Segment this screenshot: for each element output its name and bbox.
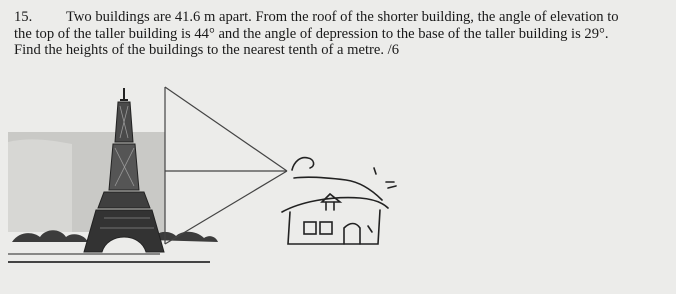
problem-figure: [0, 82, 676, 294]
problem-line-1: [14, 9, 670, 26]
problem-text-1: Two buildings are 41.6 m apart. From the roof of the shorter building, the angle of elevation to: [66, 9, 619, 25]
question-number: 15.: [14, 9, 33, 25]
house-drawing: [282, 158, 396, 244]
sight-lines: [165, 87, 287, 244]
figure-svg: [0, 82, 676, 294]
problem-15: [14, 9, 670, 59]
problem-line-2: the top of the taller building is 44° and the angle of depression to the base of the taller building is 29°.: [14, 25, 609, 42]
backdrop-shape-left: [8, 139, 72, 232]
bush-left: [12, 230, 88, 242]
problem-line-3: Find the heights of the buildings to the nearest tenth of a metre. /6: [14, 42, 400, 58]
